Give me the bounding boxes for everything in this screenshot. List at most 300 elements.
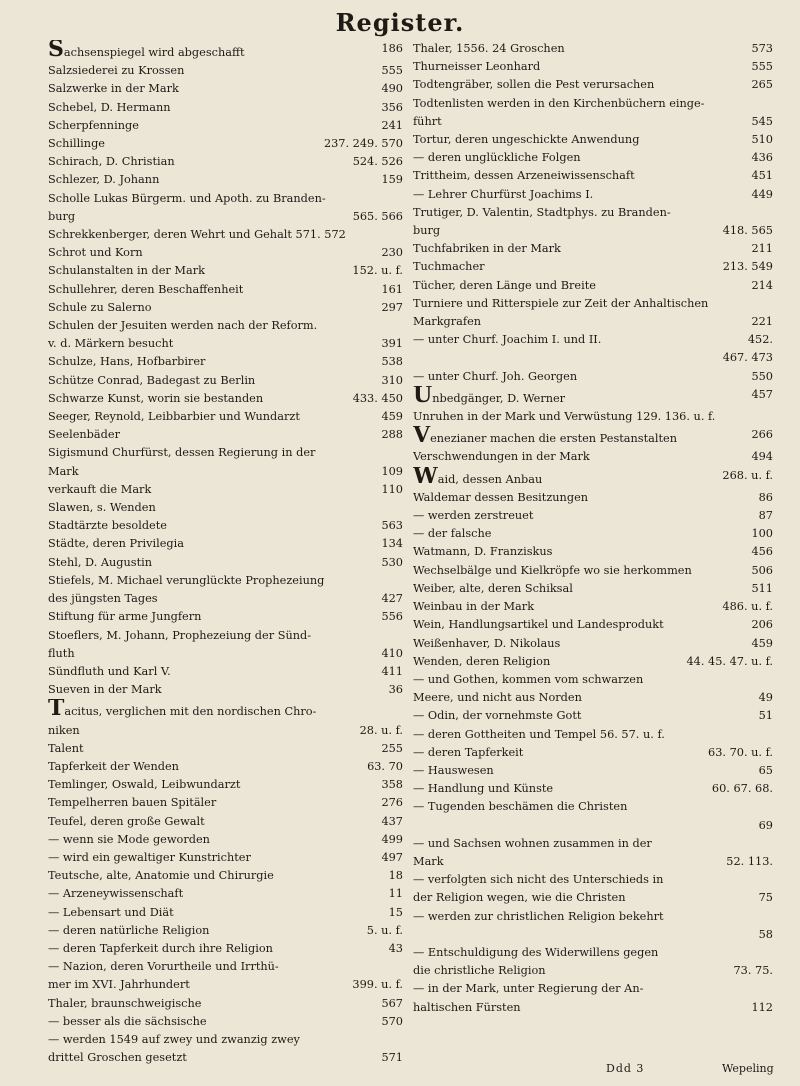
entry-page: 358	[381, 778, 403, 792]
entry-page: 268. u. f.	[722, 468, 773, 482]
entry-page: 266	[751, 428, 773, 442]
entry-text: — verfolgten sich nicht des Unterschieds in	[413, 873, 664, 887]
entry-page: 524. 526	[352, 155, 403, 169]
index-entry	[48, 244, 403, 262]
entry-text: fluth	[48, 646, 75, 660]
index-entry	[48, 40, 403, 62]
index-entry	[48, 776, 403, 794]
entry-page: 28. u. f.	[359, 723, 403, 737]
index-entry	[413, 999, 773, 1017]
entry-text: Teufel, deren große Gewalt	[48, 814, 205, 828]
entry-page: 459	[751, 636, 773, 650]
index-entry	[48, 153, 403, 171]
index-entry	[48, 1031, 403, 1049]
signature-mark: Ddd 3	[606, 1062, 645, 1075]
index-entry	[413, 889, 773, 907]
entry-page: 206	[751, 618, 773, 632]
entry-text: Tuchmacher	[413, 260, 485, 274]
entry-page: 555	[751, 60, 773, 74]
entry-text: — Lebensart und Diät	[48, 905, 174, 919]
index-entry	[48, 699, 403, 721]
index-entry	[413, 313, 773, 331]
index-entry	[48, 117, 403, 135]
entry-text: Schlezer, D. Johann	[48, 173, 160, 187]
entry-page: 237. 249. 570	[323, 137, 403, 151]
entry-text: Tuchfabriken in der Mark	[413, 242, 561, 256]
index-entry	[48, 390, 403, 408]
index-entry	[413, 204, 773, 222]
index-entry	[413, 671, 773, 689]
entry-text: Todtengräber, sollen die Pest verursachen	[413, 78, 655, 92]
entry-page: 391	[381, 337, 403, 351]
index-entry	[413, 543, 773, 561]
entry-page: 75	[758, 891, 773, 905]
entry-text: — deren Gottheiten und Tempel 56. 57. u. f.	[413, 727, 665, 741]
entry-text: Mark	[48, 464, 79, 478]
entry-text: Sachsenspiegel wird abgeschafft	[48, 40, 245, 62]
index-entry	[413, 707, 773, 725]
index-entry	[48, 226, 403, 244]
index-entry	[48, 740, 403, 758]
entry-text: Todtenlisten werden in den Kirchenbüchern einge-	[413, 96, 705, 110]
index-entry	[48, 590, 403, 608]
entry-text: — deren Tapferkeit durch ihre Religion	[48, 941, 273, 955]
entry-page: 563	[381, 519, 403, 533]
entry-text: Seeger, Reynold, Leibbarbier und Wundarzt	[48, 410, 300, 424]
entry-page: 51	[758, 709, 773, 723]
entry-text: v. d. Märkern besucht	[48, 337, 174, 351]
entry-page: 255	[381, 741, 403, 755]
entry-text: Weinbau in der Mark	[413, 600, 535, 614]
entry-page: 573	[751, 42, 773, 55]
index-entry	[48, 99, 403, 117]
entry-page: 497	[381, 850, 403, 864]
entry-text: — der falsche	[413, 527, 492, 541]
entry-page: 265	[751, 78, 773, 92]
entry-page: 456	[751, 545, 773, 559]
index-entry	[48, 885, 403, 903]
entry-page: 63. 70	[367, 759, 403, 773]
entry-page: 433. 450	[352, 391, 403, 405]
index-entry	[48, 208, 403, 226]
index-entry	[413, 113, 773, 131]
entry-text: Schulen der Jesuiten werden nach der Reform.	[48, 319, 318, 333]
entry-page: 288	[381, 428, 403, 442]
entry-text: führt	[413, 114, 442, 128]
entry-page: 550	[751, 369, 773, 383]
index-entry	[413, 58, 773, 76]
index-entry	[48, 867, 403, 885]
entry-text: Seelenbäder	[48, 428, 120, 442]
entry-text	[413, 926, 753, 944]
entry-page: 427	[381, 592, 403, 606]
index-entry	[413, 507, 773, 525]
entry-text: die christliche Religion	[413, 964, 546, 978]
entry-text: Tücher, deren Länge und Breite	[413, 278, 596, 292]
entry-text: Thaler, braunschweigische	[48, 996, 202, 1010]
entry-text: Schulanstalten in der Mark	[48, 264, 205, 278]
index-column-left	[48, 40, 403, 1067]
index-entry	[48, 572, 403, 590]
index-entry	[413, 95, 773, 113]
entry-page: 49	[758, 691, 773, 705]
index-entry	[48, 627, 403, 645]
index-entry	[413, 635, 773, 653]
entry-page: 109	[381, 464, 403, 478]
index-entry	[413, 186, 773, 204]
entry-page: 15	[388, 905, 403, 919]
index-entry	[48, 281, 403, 299]
entry-page: 73. 75.	[733, 964, 773, 978]
entry-text: Unruhen in der Mark und Verwüstung 129. 136. u. f.	[413, 410, 716, 424]
entry-page: 86	[758, 490, 773, 504]
entry-text: Unbedgänger, D. Werner	[413, 385, 566, 408]
entry-text: Scherpfenninge	[48, 118, 139, 132]
index-entry	[48, 372, 403, 390]
entry-text: Slawen, s. Wenden	[48, 501, 156, 515]
index-entry	[413, 762, 773, 780]
index-entry	[48, 813, 403, 831]
index-entry	[48, 135, 403, 153]
entry-page: 510	[751, 133, 773, 147]
entry-text: Trittheim, dessen Arzeneiwissenschaft	[413, 169, 635, 183]
entry-text: Venezianer machen die ersten Pestanstalten	[413, 426, 677, 449]
entry-text: Watmann, D. Franziskus	[413, 545, 553, 559]
index-entry	[413, 653, 773, 671]
entry-text: Stiefels, M. Michael verunglückte Prophezeiung	[48, 573, 325, 587]
entry-page: 43	[388, 941, 403, 955]
entry-page: 65	[758, 763, 773, 777]
index-entry	[48, 481, 403, 499]
index-entry	[413, 780, 773, 798]
index-entry	[413, 980, 773, 998]
entry-page: 211	[751, 242, 773, 256]
entry-page: 571	[381, 1051, 403, 1065]
entry-page: 87	[758, 509, 773, 523]
entry-text: — deren Tapferkeit	[413, 745, 524, 759]
entry-page: 437	[381, 814, 403, 828]
index-entry	[48, 171, 403, 189]
entry-page: 459	[381, 410, 403, 424]
entry-page: 63. 70. u. f.	[708, 745, 773, 759]
entry-text: Stehl, D. Augustin	[48, 555, 153, 569]
index-column-right	[413, 40, 773, 1017]
entry-text: Schirach, D. Christian	[48, 155, 175, 169]
entry-page: 36	[388, 683, 403, 697]
index-entry	[413, 258, 773, 276]
index-entry	[413, 368, 773, 386]
index-entry	[413, 467, 773, 489]
entry-text	[413, 349, 717, 367]
index-entry	[413, 408, 773, 426]
entry-page: 134	[381, 537, 403, 551]
entry-text: Wechselbälge und Kielkröpfe wo sie herkommen	[413, 563, 692, 577]
index-entry	[413, 40, 773, 58]
entry-text: burg	[413, 224, 441, 238]
entry-page: 152. u. f.	[352, 264, 403, 278]
entry-text: Stiftung für arme Jungfern	[48, 610, 202, 624]
entry-text: Schulze, Hans, Hofbarbirer	[48, 355, 206, 369]
entry-page: 221	[751, 315, 773, 329]
entry-page: 556	[381, 610, 403, 624]
index-entry	[413, 835, 773, 853]
entry-text: Salzwerke in der Mark	[48, 82, 179, 96]
entry-text: — Handlung und Künste	[413, 782, 554, 796]
entry-text: Schrot und Korn	[48, 246, 143, 260]
entry-text: Tapferkeit der Wenden	[48, 759, 179, 773]
entry-page: 213. 549	[722, 260, 773, 274]
entry-page: 399. u. f.	[352, 978, 403, 992]
entry-text: — und Sachsen wohnen zusammen in der	[413, 836, 652, 850]
index-entry	[413, 426, 773, 448]
index-entry	[48, 722, 403, 740]
index-entry	[48, 645, 403, 663]
entry-page: 411	[381, 664, 403, 678]
entry-text: — Odin, der vornehmste Gott	[413, 709, 582, 723]
index-entry	[413, 76, 773, 94]
entry-text: — wenn sie Mode geworden	[48, 832, 210, 846]
entry-page: 410	[381, 646, 403, 660]
index-entry	[48, 190, 403, 208]
entry-text: Salzsiederei zu Krossen	[48, 64, 185, 78]
index-entry	[413, 871, 773, 889]
index-entry	[413, 331, 773, 349]
entry-page: 276	[381, 796, 403, 810]
entry-page: 186	[381, 42, 403, 55]
entry-page: 5. u. f.	[366, 923, 403, 937]
entry-text: Talent	[48, 741, 84, 755]
entry-page: 530	[381, 555, 403, 569]
entry-text: Waid, dessen Anbau	[413, 466, 543, 489]
index-entry	[413, 726, 773, 744]
index-entry	[48, 463, 403, 481]
index-entry	[48, 831, 403, 849]
index-entry	[413, 744, 773, 762]
index-entry	[48, 940, 403, 958]
index-entry	[48, 681, 403, 699]
entry-page: 538	[381, 355, 403, 369]
entry-page: 159	[381, 173, 403, 187]
index-entry	[48, 976, 403, 994]
entry-page: 565. 566	[352, 209, 403, 223]
entry-page: 457	[751, 387, 773, 401]
entry-text: Städte, deren Privilegia	[48, 537, 185, 551]
entry-page: 436	[751, 151, 773, 165]
entry-text: Trutiger, D. Valentin, Stadtphys. zu Branden-	[413, 205, 671, 219]
index-entry	[413, 926, 773, 944]
entry-text: Wein, Handlungsartikel und Landesprodukt	[413, 618, 664, 632]
entry-page: 18	[388, 869, 403, 883]
entry-text: verkauft die Mark	[48, 482, 152, 496]
entry-page: 545	[751, 114, 773, 128]
index-entry	[48, 922, 403, 940]
entry-text: Weiber, alte, deren Schiksal	[413, 581, 573, 595]
index-entry	[413, 817, 773, 835]
entry-text: Sigismund Churfürst, dessen Regierung in der	[48, 446, 316, 460]
entry-text: Meere, und nicht aus Norden	[413, 691, 582, 705]
entry-text: Sueven in der Mark	[48, 683, 162, 697]
entry-text: — Arzeneywissenschaft	[48, 887, 184, 901]
index-entry	[48, 1049, 403, 1067]
entry-page: 310	[381, 373, 403, 387]
entry-text	[413, 817, 753, 835]
index-entry	[413, 962, 773, 980]
index-entry	[413, 562, 773, 580]
entry-text: Markgrafen	[413, 315, 482, 329]
index-entry	[413, 489, 773, 507]
entry-text: Thaler, 1556. 24 Groschen	[413, 42, 565, 55]
index-entry	[48, 517, 403, 535]
entry-text: Verschwendungen in der Mark	[413, 450, 590, 464]
entry-page: 161	[381, 282, 403, 296]
entry-text: Schütze Conrad, Badegast zu Berlin	[48, 373, 256, 387]
entry-text: Schrekkenberger, deren Wehrt und Gehalt 571. 572	[48, 228, 346, 242]
index-entry	[48, 758, 403, 776]
index-entry	[413, 944, 773, 962]
entry-page: 467. 473	[722, 351, 773, 365]
entry-text: Tempelherren bauen Spitäler	[48, 796, 217, 810]
entry-text: Schillinge	[48, 137, 105, 151]
entry-text: Scholle Lukas Bürgerm. und Apoth. zu Branden-	[48, 191, 326, 205]
index-entry	[48, 408, 403, 426]
entry-text: — unter Churf. Joachim I. und II.	[413, 333, 602, 347]
entry-text: haltischen Fürsten	[413, 1000, 521, 1014]
entry-text: — deren unglückliche Folgen	[413, 151, 581, 165]
entry-text: — Nazion, deren Vorurtheile und Irrthü-	[48, 960, 279, 974]
index-entry	[48, 353, 403, 371]
entry-page: 112	[751, 1000, 773, 1014]
entry-text: niken	[48, 723, 80, 737]
entry-page: 230	[381, 246, 403, 260]
entry-text: — unter Churf. Joh. Georgen	[413, 369, 578, 383]
entry-text: Mark	[413, 854, 444, 868]
entry-page: 418. 565	[722, 224, 773, 238]
index-entry	[413, 853, 773, 871]
entry-text: — werden 1549 auf zwey und zwanzig zwey	[48, 1032, 300, 1046]
index-entry	[48, 663, 403, 681]
entry-text: Schebel, D. Hermann	[48, 100, 171, 114]
entry-page: 110	[381, 482, 403, 496]
entry-text: — deren natürliche Religion	[48, 923, 210, 937]
entry-page: 490	[381, 82, 403, 96]
entry-text: Thurneisser Leonhard	[413, 60, 541, 74]
entry-page: 452.	[747, 333, 773, 347]
entry-text: drittel Groschen gesetzt	[48, 1051, 187, 1065]
entry-text: — in der Mark, unter Regierung der An-	[413, 982, 644, 996]
entry-text: Stadtärzte besoldete	[48, 519, 167, 533]
entry-text: Tacitus, verglichen mit den nordischen Chro-	[48, 699, 317, 722]
index-entry	[48, 849, 403, 867]
entry-page: 555	[381, 64, 403, 78]
index-entry	[413, 908, 773, 926]
entry-page: 506	[751, 563, 773, 577]
index-entry	[48, 794, 403, 812]
entry-text: Wenden, deren Religion	[413, 654, 551, 668]
index-entry	[48, 426, 403, 444]
index-entry	[48, 1013, 403, 1031]
entry-text: Temlinger, Oswald, Leibwundarzt	[48, 778, 241, 792]
entry-page: 494	[751, 450, 773, 464]
entry-text: Schullehrer, deren Beschaffenheit	[48, 282, 244, 296]
entry-page: 11	[388, 887, 403, 901]
entry-page: 499	[381, 832, 403, 846]
entry-page: 52. 113.	[726, 854, 773, 868]
index-entry	[413, 149, 773, 167]
index-entry	[48, 608, 403, 626]
index-entry	[48, 335, 403, 353]
entry-text: Tortur, deren ungeschickte Anwendung	[413, 133, 640, 147]
entry-page: 356	[381, 100, 403, 114]
entry-page: 451	[751, 169, 773, 183]
entry-page: 44. 45. 47. u. f.	[686, 654, 773, 668]
entry-text: — werden zur christlichen Religion bekehrt	[413, 909, 664, 923]
entry-page: 58	[758, 927, 773, 941]
index-entry	[413, 525, 773, 543]
index-entry	[48, 554, 403, 572]
entry-text: Schwarze Kunst, worin sie bestanden	[48, 391, 264, 405]
index-entry	[413, 386, 773, 408]
index-entry	[48, 499, 403, 517]
index-entry	[413, 277, 773, 295]
index-entry	[413, 222, 773, 240]
index-entry	[413, 167, 773, 185]
index-entry	[413, 689, 773, 707]
index-entry	[48, 995, 403, 1013]
index-entry	[413, 295, 773, 313]
entry-text: — Hauswesen	[413, 763, 494, 777]
entry-text: — Lehrer Churfürst Joachims I.	[413, 187, 594, 201]
entry-text: — und Gothen, kommen vom schwarzen	[413, 672, 644, 686]
entry-text: burg	[48, 209, 76, 223]
entry-text: des jüngsten Tages	[48, 592, 158, 606]
entry-text: Schule zu Salerno	[48, 300, 152, 314]
entry-page: 69	[758, 818, 773, 832]
entry-text: mer im XVI. Jahrhundert	[48, 978, 190, 992]
index-entry	[413, 598, 773, 616]
index-entry	[48, 444, 403, 462]
index-entry	[413, 240, 773, 258]
index-entry	[48, 958, 403, 976]
entry-page: 60. 67. 68.	[711, 782, 773, 796]
index-entry	[413, 131, 773, 149]
entry-text: — wird ein gewaltiger Kunstrichter	[48, 850, 251, 864]
index-entry	[48, 904, 403, 922]
entry-page: 297	[381, 300, 403, 314]
entry-text: Turniere und Ritterspiele zur Zeit der Anhaltischen	[413, 296, 709, 310]
index-entry	[413, 349, 773, 367]
index-entry	[413, 616, 773, 634]
index-entry	[413, 580, 773, 598]
entry-text: Stoeflers, M. Johann, Prophezeiung der Sünd-	[48, 628, 312, 642]
entry-text: Teutsche, alte, Anatomie und Chirurgie	[48, 869, 274, 883]
entry-text: Weißenhaver, D. Nikolaus	[413, 636, 561, 650]
entry-text: Waldemar dessen Besitzungen	[413, 490, 589, 504]
entry-page: 214	[751, 278, 773, 292]
page-title: Register.	[335, 8, 465, 37]
index-entry	[48, 262, 403, 280]
entry-page: 241	[381, 118, 403, 132]
index-entry	[413, 448, 773, 466]
index-entry	[413, 798, 773, 816]
entry-text: der Religion wegen, wie die Christen	[413, 891, 626, 905]
index-entry	[48, 535, 403, 553]
catchword: Wepeling	[722, 1062, 774, 1075]
index-entry	[48, 80, 403, 98]
entry-page: 567	[381, 996, 403, 1010]
entry-page: 449	[751, 187, 773, 201]
entry-text: Sündfluth und Karl V.	[48, 664, 171, 678]
entry-page: 570	[381, 1014, 403, 1028]
